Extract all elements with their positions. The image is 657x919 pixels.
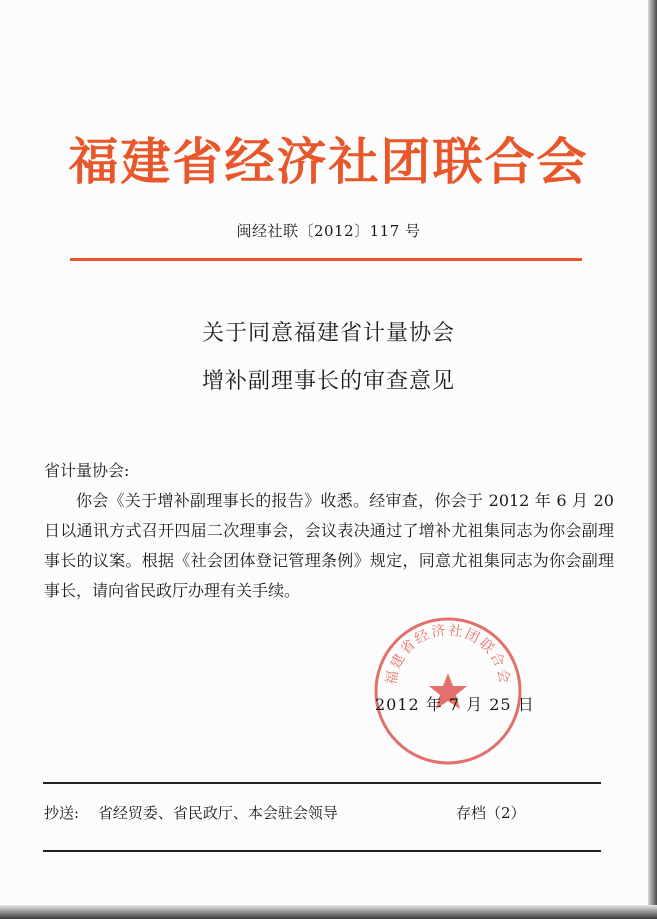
official-seal-stamp (372, 615, 524, 767)
cc-line (44, 802, 338, 823)
subject-line-2: 增补副理事长的审查意见 (201, 369, 455, 394)
body-text (44, 486, 614, 606)
body-paragraph: 你会《关于增补副理事长的报告》收悉。经审查，你会于 2012 年 6 月 20 日以通讯方式召开四届二次理事会，会议表决通过了增补尤祖集同志为你会副理事长的议案。根据《社会团体登记管理条例》规定，同意尤祖集同志为你会副理事长，请向省民政厅办理有关手续。 (44, 491, 614, 600)
footer-bottom-rule (43, 850, 601, 852)
footer-top-rule (43, 782, 601, 784)
archive-note: 存档（2） (456, 804, 526, 822)
scan-edge-right (648, 0, 657, 919)
document-number: 闽经社联〔2012〕117 号 (236, 222, 421, 240)
cc-recipients: 省经贸委、省民政厅、本会驻会领导 (97, 804, 338, 822)
issue-date: 2012 年 7 月 25 日 (375, 695, 535, 714)
seal-text: 福建省经济社团联合会 (383, 622, 513, 687)
cc-label: 抄送: (44, 804, 80, 822)
org-name-header: 福建省经济社团联合会 (68, 132, 589, 191)
salutation: 省计量协会: (44, 461, 130, 480)
subject-line-1: 关于同意福建省计量协会 (201, 321, 455, 346)
scan-edge-bottom (0, 905, 657, 919)
header-divider (70, 258, 582, 261)
